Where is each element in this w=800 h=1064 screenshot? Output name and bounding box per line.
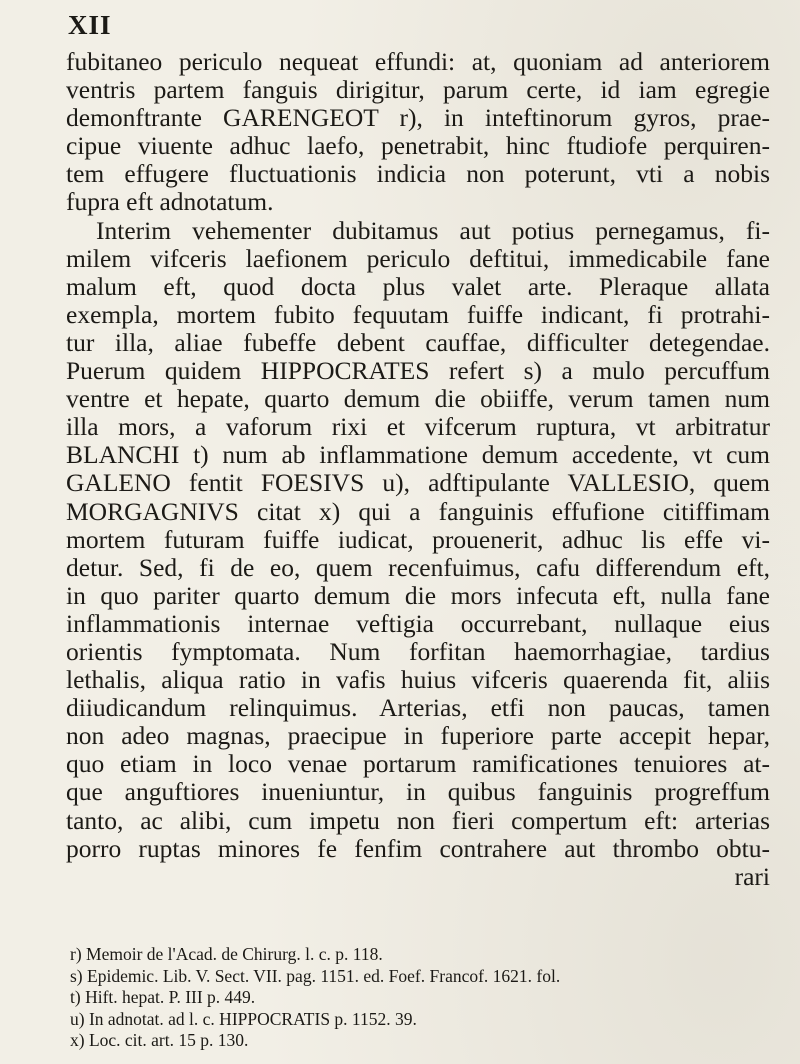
- text-line: ventris partem fanguis dirigitur, parum certe, id iam egregie: [66, 75, 770, 105]
- text-line: demonftrante GARENGEOT r), in inteftinorum gyros, prae-: [66, 103, 770, 133]
- text-line: Interim vehementer dubitamus aut potius pernegamus, fi-: [96, 215, 770, 245]
- text-line: fubitaneo periculo nequeat effundi: at, quoniam ad anteriorem: [66, 47, 770, 76]
- text-line: lethalis, aliqua ratio in vafis huius vifceris quaerenda fit, aliis: [66, 665, 770, 695]
- text-line: MORGAGNIVS citat x) qui a fanguinis effufione citiffimam: [66, 496, 770, 526]
- text-line: tur illa, aliae fubeffe debent cauffae, difficulter detegendae.: [66, 327, 770, 357]
- footnote: x) Loc. cit. art. 15 p. 130.: [70, 1030, 249, 1051]
- text-line: que anguftiores inueniuntur, in quibus fanguinis progreffum: [66, 777, 770, 807]
- text-line: quo etiam in loco venae portarum ramificationes tenuiores at-: [66, 749, 770, 779]
- footnote: u) In adnotat. ad l. c. HIPPOCRATIS p. 1152. 39.: [70, 1008, 417, 1029]
- page-number: XII: [68, 10, 112, 40]
- text-line: diiudicandum relinquimus. Arterias, etfi non paucas, tamen: [66, 693, 770, 723]
- text-line: tem effugere fluctuationis indicia non poterunt, vti a nobis: [66, 159, 770, 189]
- text-line: inflammationis internae veftigia occurrebant, nullaque eius: [66, 608, 770, 638]
- text-line: illa mors, a vaforum rixi et vifcerum ruptura, vt arbitratur: [66, 412, 770, 442]
- text-line: malum eft, quod docta plus valet arte. Pleraque allata: [66, 271, 770, 301]
- text-line: fupra eft adnotatum.: [66, 187, 274, 217]
- text-line: detur. Sed, fi de eo, quem recenfuimus, cafu differendum eft,: [66, 552, 770, 582]
- text-line: milem vifceris laefionem periculo deftitui, immedicabile fane: [66, 243, 770, 273]
- text-line: orientis fymptomata. Num forfitan haemorrhagiae, tardius: [66, 636, 770, 666]
- text-line: ventre et hepate, quarto demum die obiiffe, verum tamen num: [66, 384, 770, 414]
- text-line: mortem futuram fuiffe iudicat, prouenerit, adhuc lis effe vi-: [66, 524, 770, 554]
- catchword: rari: [734, 861, 770, 891]
- footnote: s) Epidemic. Lib. V. Sect. VII. pag. 1151. ed. Foef. Francof. 1621. fol.: [70, 965, 561, 986]
- footnotes: [70, 944, 750, 1052]
- text-line: exempla, mortem fubito fequutam fuiffe indicant, fi protrahi-: [66, 299, 770, 329]
- text-line: GALENO fentit FOESIVS u), adftipulante VALLESIO, quem: [66, 468, 770, 498]
- text-line: porro ruptas minores fe fenfim contrahere aut thrombo obtu-: [66, 833, 770, 863]
- text-line: in quo pariter quarto demum die mors infecuta eft, nulla fane: [66, 580, 770, 610]
- footnote: r) Memoir de l'Acad. de Chirurg. l. c. p. 118.: [70, 944, 383, 964]
- text-line: non adeo magnas, praecipue in fuperiore parte accepit hepar,: [66, 721, 770, 751]
- body-text: [66, 48, 770, 891]
- text-line: BLANCHI t) num ab inflammatione demum accedente, vt cum: [66, 440, 770, 470]
- text-line: tanto, ac alibi, cum impetu non fieri compertum eft: arterias: [66, 805, 770, 835]
- footnote: t) Hift. hepat. P. III p. 449.: [70, 987, 256, 1008]
- text-line: cipue viuente adhuc laefo, penetrabit, hinc ftudiofe perquiren-: [66, 131, 770, 161]
- text-line: Puerum quidem HIPPOCRATES refert s) a mulo percuffum: [66, 356, 770, 386]
